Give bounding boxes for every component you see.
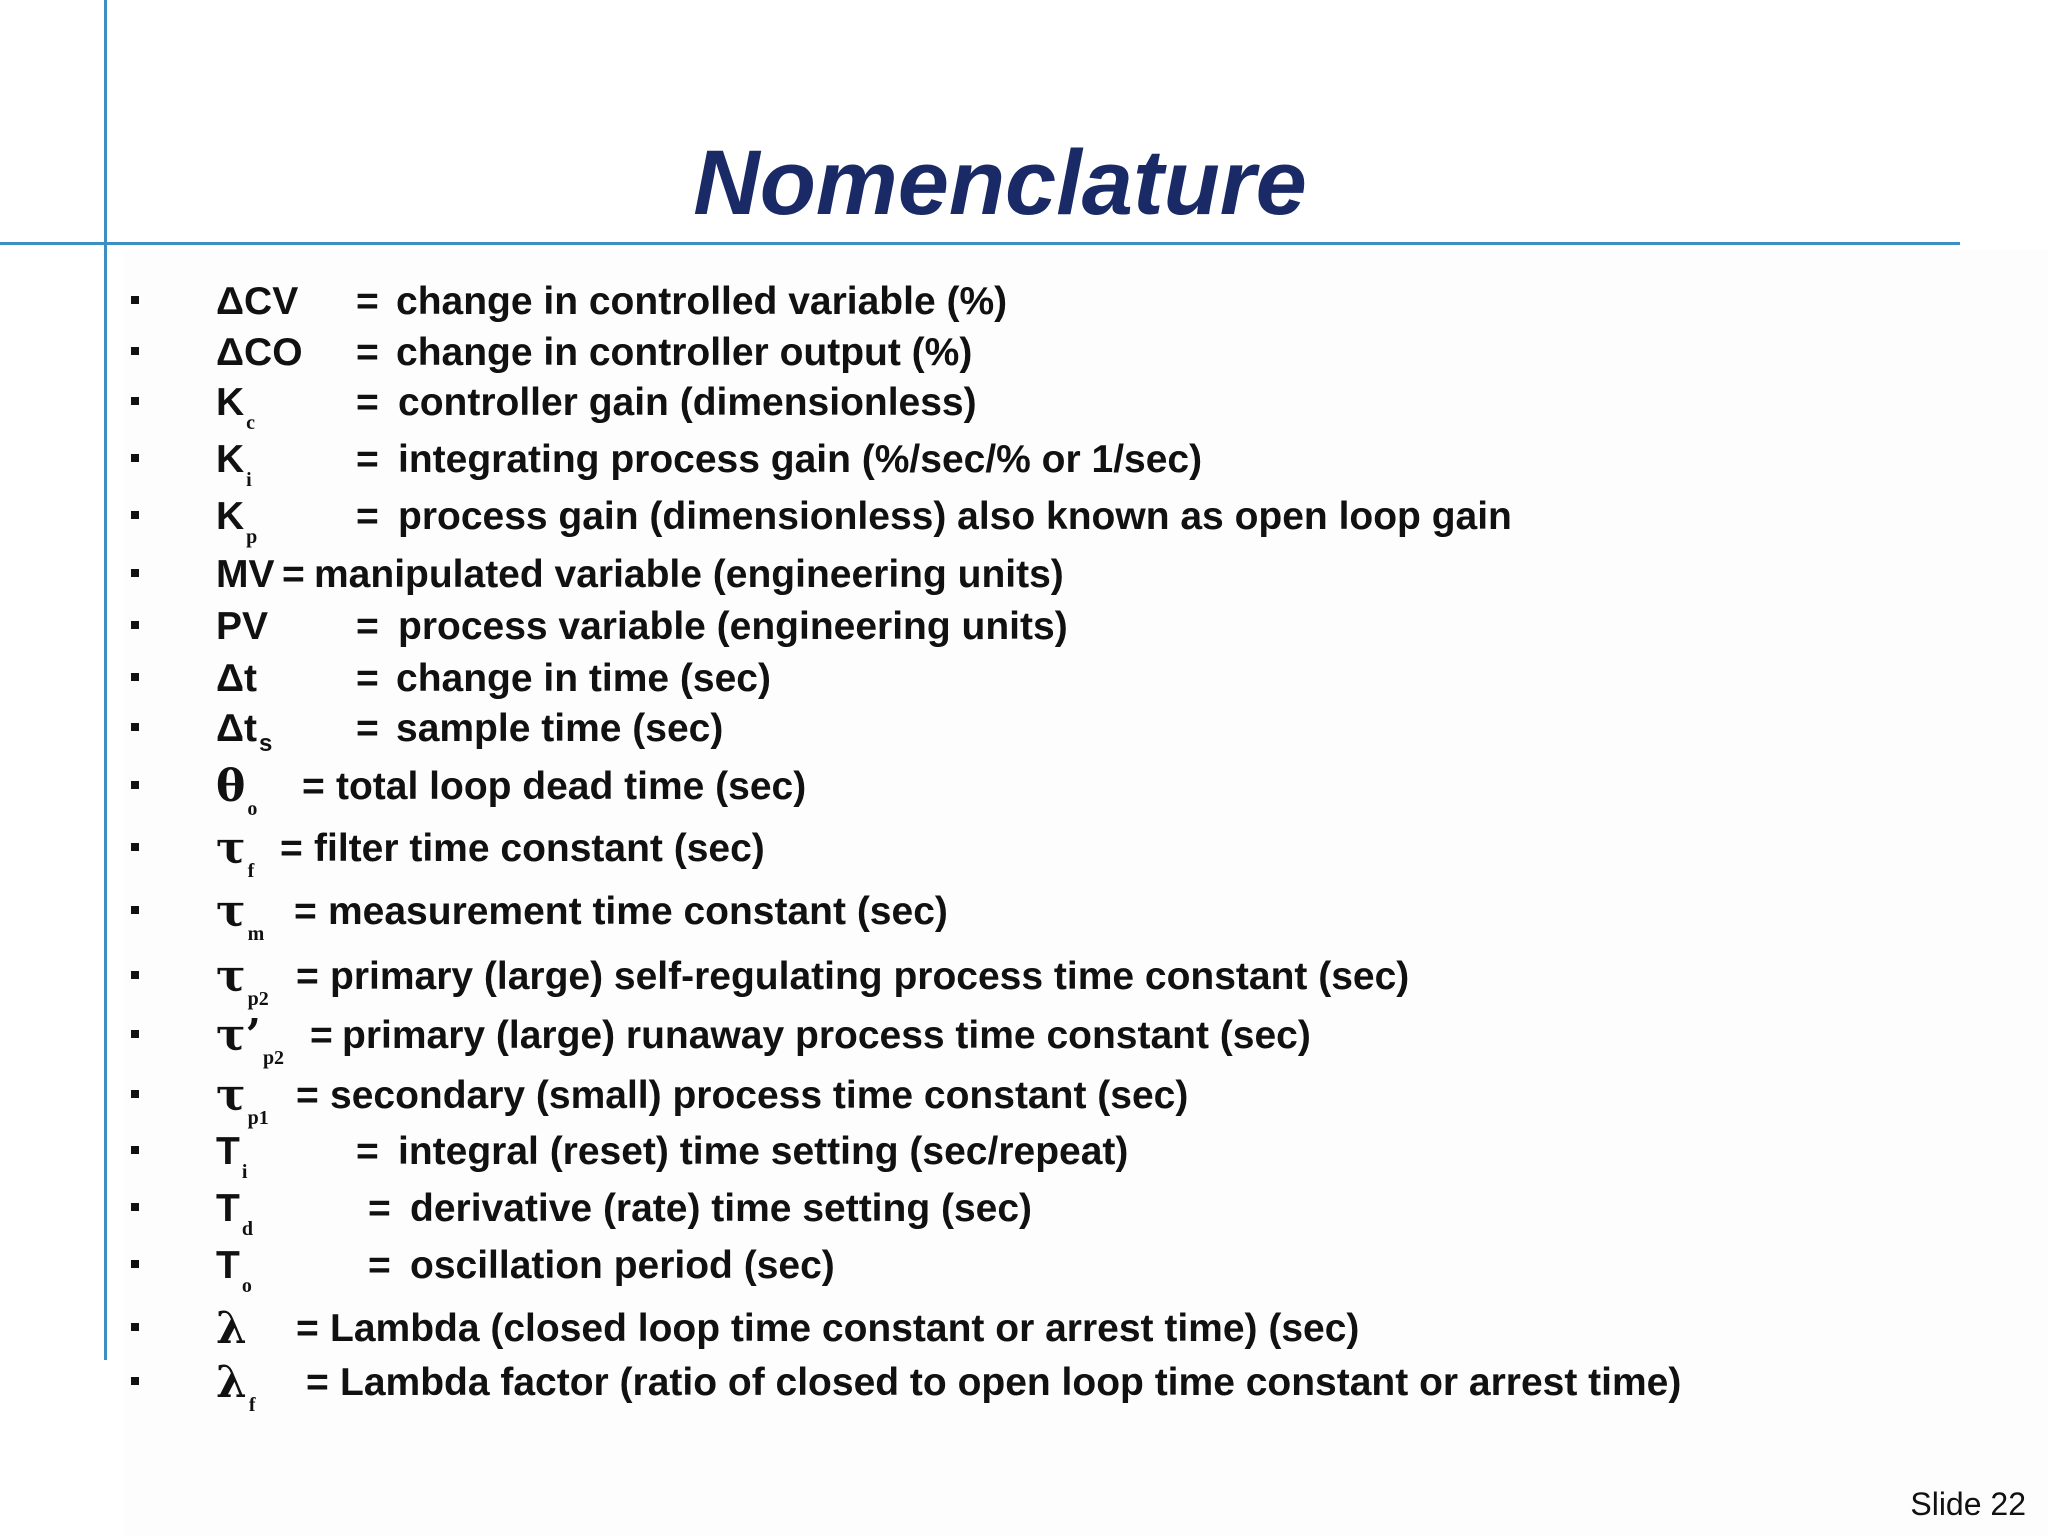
bullet-icon (131, 781, 139, 789)
term-symbol: T $_d$ (216, 1187, 253, 1240)
list-item (0, 1124, 2000, 1183)
bullet-icon (131, 971, 139, 979)
term-definition: primary (large) runaway process time constant (sec) (342, 1014, 1311, 1057)
term-definition: integral (reset) time setting (sec/repeat) (398, 1130, 1129, 1173)
term-symbol: λ (216, 1303, 247, 1354)
term-definition: process variable (engineering units) (398, 605, 1068, 648)
list-item (0, 1008, 2000, 1069)
bullet-icon (131, 723, 139, 731)
bullet-icon (131, 347, 139, 355)
list-item (0, 274, 2000, 330)
bullet-icon (131, 843, 139, 851)
term-symbol: ΔCO (216, 331, 303, 374)
term-definition: sample time (sec) (396, 707, 724, 750)
equals-sign: = (356, 605, 379, 648)
equals-sign: = (356, 280, 379, 323)
list-item (0, 1238, 2000, 1297)
term-symbol: T $_i$ (216, 1130, 248, 1183)
term-definition: total loop dead time (sec) (336, 765, 807, 808)
list-item (0, 884, 2000, 945)
bullet-icon (131, 1203, 139, 1211)
term-definition: derivative (rate) time setting (sec) (410, 1187, 1033, 1230)
term-symbol: τ $_f$ (216, 823, 255, 882)
bullet-icon (131, 1260, 139, 1268)
slide-number: Slide 22 (1910, 1486, 2026, 1522)
bullet-icon (131, 1323, 139, 1331)
bullet-icon (131, 1377, 139, 1385)
term-symbol: PV (216, 605, 269, 648)
term-symbol: τ $_m$ (216, 886, 265, 945)
list-item (0, 701, 2000, 757)
list-item (0, 949, 2000, 1010)
term-definition: change in controller output (%) (396, 331, 973, 374)
equals-sign: = (356, 381, 379, 424)
equals-sign: = (296, 1307, 319, 1350)
list-item (0, 1181, 2000, 1240)
equals-sign: = (356, 438, 379, 481)
term-symbol: T $_o$ (216, 1244, 252, 1297)
term-symbol: λ $_f$ (216, 1357, 256, 1416)
term-symbol: τ $_{p1}$ (216, 1070, 269, 1129)
bullet-icon (131, 397, 139, 405)
equals-sign: = (368, 1187, 391, 1230)
term-definition: change in controlled variable (%) (396, 280, 1008, 323)
term-definition: oscillation period (sec) (410, 1244, 835, 1287)
equals-sign: = (368, 1244, 391, 1287)
term-symbol: Δt (216, 657, 258, 700)
list-item (0, 1355, 2000, 1416)
bullet-icon (131, 569, 139, 577)
term-definition: Lambda factor (ratio of closed to open loop time constant or arrest time) (340, 1361, 1682, 1404)
equals-sign: = (302, 765, 325, 808)
term-symbol: τ’ $_{p2}$ (216, 1010, 285, 1069)
equals-sign: = (356, 331, 379, 374)
bullet-icon (131, 296, 139, 304)
list-item (0, 432, 2000, 491)
term-symbol: MV (216, 553, 275, 596)
bullet-icon (131, 673, 139, 681)
term-definition: manipulated variable (engineering units) (314, 553, 1064, 596)
list-item (0, 547, 2000, 603)
list-item (0, 1301, 2000, 1357)
list-item (0, 759, 2000, 820)
term-symbol: τ $_{p2}$ (216, 951, 269, 1010)
list-item (0, 375, 2000, 434)
term-definition: measurement time constant (sec) (328, 890, 948, 933)
term-definition: primary (large) self-regulating process time constant (sec) (330, 955, 1410, 998)
equals-sign: = (356, 495, 379, 538)
term-symbol: K $_p$ (216, 495, 258, 548)
list-item (0, 325, 2000, 381)
bullet-icon (131, 1030, 139, 1038)
term-definition: filter time constant (sec) (314, 827, 765, 870)
term-symbol: K $_i$ (216, 438, 252, 491)
term-definition: change in time (sec) (396, 657, 771, 700)
list-item (0, 1068, 2000, 1129)
equals-sign: = (296, 1074, 319, 1117)
list-item (0, 489, 2000, 548)
equals-sign: = (356, 707, 379, 750)
list-item (0, 651, 2000, 707)
equals-sign: = (296, 955, 319, 998)
list-item (0, 599, 2000, 655)
bullet-icon (131, 454, 139, 462)
bullet-icon (131, 1146, 139, 1154)
term-symbol: K $_c$ (216, 381, 256, 434)
equals-sign: = (306, 1361, 329, 1404)
list-item (0, 821, 2000, 882)
equals-sign: = (356, 657, 379, 700)
term-symbol: θ $_o$ (216, 761, 258, 820)
equals-sign: = (310, 1014, 333, 1057)
term-definition: process gain (dimensionless) also known as open loop gain (398, 495, 1512, 538)
equals-sign: = (280, 827, 303, 870)
term-symbol: $\Delta t_s$ (216, 707, 273, 757)
bullet-icon (131, 906, 139, 914)
bullet-icon (131, 621, 139, 629)
bullet-icon (131, 1090, 139, 1098)
slide-title: Nomenclature (693, 132, 1307, 234)
bullet-icon (131, 511, 139, 519)
term-definition: secondary (small) process time constant (sec) (330, 1074, 1189, 1117)
equals-sign: = (294, 890, 317, 933)
equals-sign: = (356, 1130, 379, 1173)
term-definition: Lambda (closed loop time constant or arrest time) (sec) (330, 1307, 1360, 1350)
term-definition: controller gain (dimensionless) (398, 381, 977, 424)
term-definition: integrating process gain (%/sec/% or 1/sec) (398, 438, 1203, 481)
term-symbol: ΔCV (216, 280, 299, 323)
equals-sign: = (282, 553, 305, 596)
